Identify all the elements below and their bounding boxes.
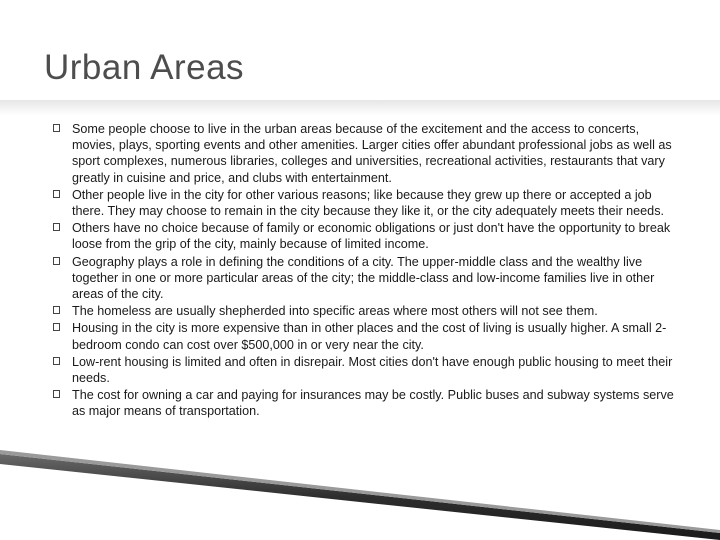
slide-title: Urban Areas	[44, 48, 245, 87]
bullet-item	[50, 121, 680, 186]
decorative-corner-bar	[0, 440, 720, 540]
square-bullet-icon	[53, 190, 60, 198]
square-bullet-icon	[53, 306, 60, 314]
square-bullet-icon	[53, 223, 60, 231]
bullet-text: Geography plays a role in defining the conditions of a city. The upper-middle class and the wealthy live together in one or more particular areas of the city; the middle-class and low-income families live in other areas of the city.	[72, 254, 655, 302]
square-bullet-icon	[53, 357, 60, 365]
bullet-text: Some people choose to live in the urban areas because of the excitement and the access to concerts, movies, plays, sporting events and other amenities. Larger cities offer abundant professional jobs as well as sport complexes, numerous libraries, colleges and universities, recreational activities, restaurants that vary greatly in cuisine and price, and clubs with entertainment.	[72, 122, 672, 185]
corner-bar-dark-stripe	[0, 454, 720, 540]
bullet-text: The cost for owning a car and paying for insurances may be costly. Public buses and subway systems serve as major means of transportation.	[72, 388, 674, 419]
square-bullet-icon	[53, 257, 60, 265]
square-bullet-icon	[53, 124, 60, 132]
bullet-text: Other people live in the city for other various reasons; like because they grew up there or accepted a job there. They may choose to remain in the city because they like it, or the city adequately meets their needs.	[72, 187, 664, 219]
bullet-item	[50, 220, 680, 252]
square-bullet-icon	[53, 390, 60, 398]
bullet-item	[50, 254, 680, 303]
bullet-item	[50, 320, 680, 352]
square-bullet-icon	[53, 323, 60, 331]
bullet-item	[50, 387, 680, 419]
title-underline-band	[0, 100, 720, 116]
bullet-list	[50, 121, 680, 421]
bullet-text: Housing in the city is more expensive than in other places and the cost of living is usually higher. A small 2-bedroom condo can cost over $500,000 in or very near the city.	[72, 321, 667, 352]
bullet-text: Others have no choice because of family or economic obligations or just don't have the opportunity to break loose from the grip of the city, mainly because of limited income.	[72, 221, 671, 252]
bullet-item	[50, 303, 680, 319]
bullet-item	[50, 354, 680, 386]
corner-bar-light-stripe	[0, 450, 720, 533]
bullet-text: Low-rent housing is limited and often in disrepair. Most cities don't have enough public housing to meet their needs.	[72, 354, 673, 386]
bullet-text: The homeless are usually shepherded into specific areas where most others will not see them.	[72, 304, 598, 319]
bullet-item	[50, 187, 680, 219]
